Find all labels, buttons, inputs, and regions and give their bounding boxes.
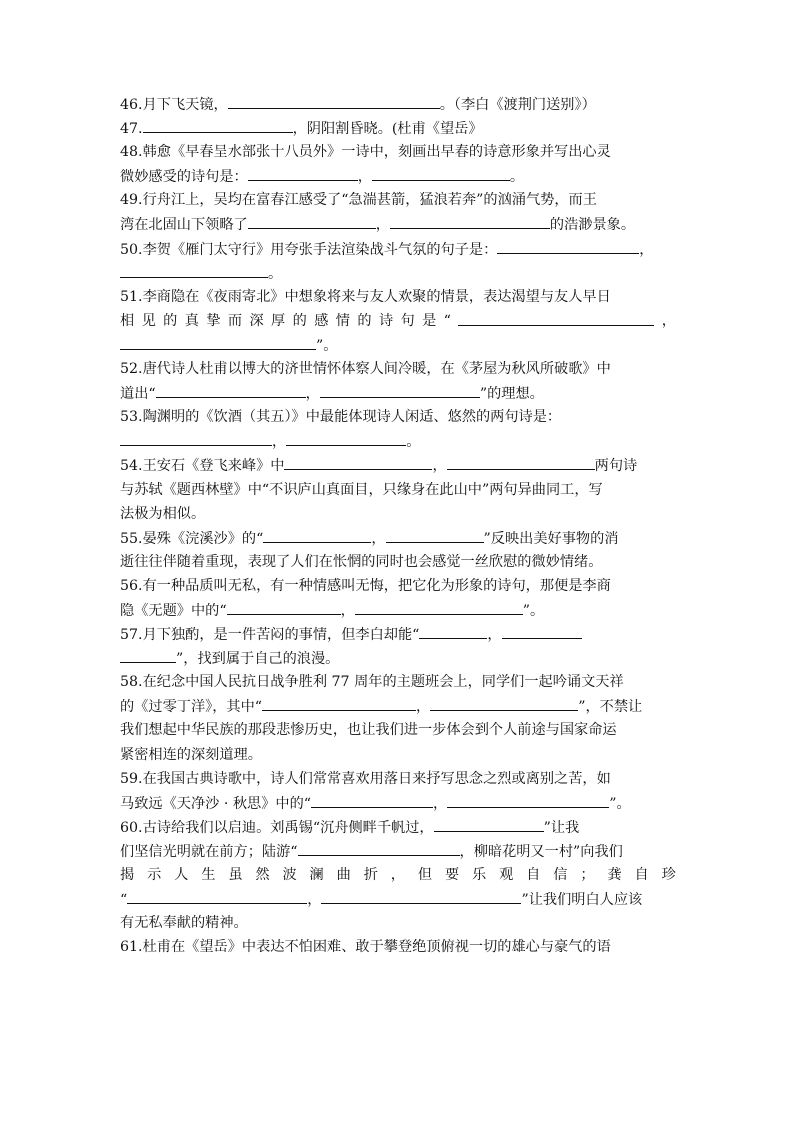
answer-blank[interactable]: [127, 887, 307, 904]
answer-blank[interactable]: [430, 694, 578, 711]
question-text: 隐《无题》中的“: [120, 602, 227, 619]
question-char: 折: [363, 867, 378, 883]
question-char: 要: [444, 867, 460, 883]
answer-blank[interactable]: [248, 164, 358, 181]
question-line: [120, 502, 676, 526]
question-text: ”让我: [543, 819, 580, 836]
question-text: ”，不禁让: [578, 699, 643, 716]
question-text: ，: [433, 795, 448, 812]
answer-blank[interactable]: [120, 333, 316, 350]
question-line: [120, 92, 676, 116]
question-number: 55.: [120, 530, 143, 547]
question-text: 微妙感受的诗句是：: [120, 169, 248, 186]
question-line: [120, 429, 676, 453]
question-char: 厚: [271, 312, 286, 329]
question-line: [120, 767, 676, 791]
question-text: ，: [371, 530, 386, 547]
answer-blank[interactable]: [263, 526, 371, 543]
question-char: 诗: [378, 312, 394, 329]
question-text: 韩愈《早春呈水部张十八员外》一诗中，刻画出早春的诗意形象并写出心灵: [142, 144, 611, 161]
question-char: 自: [526, 867, 541, 883]
question-char: 的: [357, 312, 372, 329]
question-text: 紧密相连的深刻道理。: [120, 746, 262, 763]
question-line: [120, 526, 676, 550]
answer-blank[interactable]: [120, 646, 176, 663]
question-text: 王安石《登飞来峰》中: [142, 458, 285, 475]
question-char: 是: [422, 312, 437, 329]
answer-blank[interactable]: [419, 622, 487, 639]
question-number: 50.: [120, 241, 143, 258]
answer-blank[interactable]: [390, 212, 550, 229]
answer-blank[interactable]: [386, 526, 484, 543]
question-line: [120, 815, 676, 839]
question-text: ”。: [609, 795, 631, 812]
question-text: ”反映出美好事物的消: [483, 530, 619, 547]
question-char: 然: [255, 867, 270, 883]
question-number: 52.: [120, 361, 143, 378]
question-char: 见: [141, 312, 156, 329]
question-text: ”让我们明白人应该: [521, 892, 643, 909]
question-char: 生: [201, 867, 216, 883]
question-number: 59.: [120, 770, 143, 787]
answer-blank[interactable]: [120, 429, 272, 446]
question-char: 观: [499, 867, 514, 883]
answer-blank[interactable]: [248, 212, 376, 229]
answer-blank[interactable]: [321, 887, 521, 904]
answer-blank[interactable]: [372, 164, 510, 181]
question-text: 湾在北固山下领略了: [120, 217, 248, 234]
question-text: 的浩渺景象。: [549, 217, 636, 234]
question-number: 51.: [120, 288, 143, 305]
question-line: [120, 550, 676, 574]
question-text: 法极为相似。: [120, 505, 206, 522]
question-line: [120, 839, 676, 863]
question-line: [120, 261, 676, 285]
question-char: ；: [580, 867, 595, 883]
question-number: 53.: [120, 409, 143, 426]
question-text: 在纪念中国人民抗日战争胜利 77 周年的主题班会上，同学们一起吟诵文天祥: [142, 674, 624, 691]
question-number: 58.: [120, 674, 143, 691]
question-line: [120, 116, 676, 140]
question-text: ，: [272, 434, 287, 451]
answer-blank[interactable]: [497, 237, 639, 254]
question-char: 波: [282, 867, 297, 883]
question-char: 的: [163, 312, 178, 329]
answer-blank[interactable]: [143, 116, 293, 133]
answer-blank[interactable]: [228, 92, 440, 109]
question-text: ，柳暗花明又一村”向我们: [459, 843, 623, 860]
question-text: ，: [305, 386, 320, 403]
question-char: 信: [553, 867, 568, 883]
question-text: ，: [340, 602, 355, 619]
question-char: 揭: [120, 867, 135, 883]
question-char: 感: [314, 312, 329, 329]
question-text: ，: [375, 217, 390, 234]
question-text: 月下独酌，是一件苦闷的事情，但李白却能“: [142, 627, 420, 644]
question-line: [120, 646, 676, 670]
question-text: 陶渊明的《饮酒（其五）》中最能体现诗人闲适、悠然的两句诗是：: [142, 409, 562, 426]
question-text: “: [120, 892, 128, 909]
question-char: 澜: [309, 867, 324, 883]
question-line: [120, 718, 676, 742]
question-text: 两句诗: [594, 458, 638, 475]
question-line: [120, 911, 676, 935]
question-number: 48.: [120, 144, 143, 161]
question-text: 月下飞天镜，: [142, 97, 228, 113]
question-line: [120, 212, 676, 236]
question-char: 龚: [607, 867, 622, 883]
question-char: 乐: [472, 867, 487, 883]
question-text: ，: [487, 627, 502, 644]
question-char: 情: [335, 312, 350, 329]
question-char: 挚: [206, 312, 221, 329]
question-text: 杜甫在《望岳》中表达不怕困难、敢于攀登绝顶俯视一切的雄心与豪气的语: [142, 939, 611, 956]
question-text: 李贺《雁门太守行》用夸张手法渲染战斗气氛的句子是：: [142, 241, 498, 258]
question-line: [120, 333, 676, 357]
question-number: 49.: [120, 192, 143, 209]
answer-blank[interactable]: [434, 815, 544, 832]
answer-blank[interactable]: [286, 429, 406, 446]
question-char: 句: [400, 312, 415, 329]
question-char: “: [443, 312, 451, 329]
question-text: ，: [307, 892, 322, 909]
question-char: ，: [390, 867, 405, 883]
question-line: [120, 598, 676, 622]
question-line: [120, 863, 676, 887]
answer-blank[interactable]: [284, 453, 432, 470]
question-number: 46.: [120, 97, 143, 113]
question-char: 而: [227, 312, 243, 329]
question-text: ，阴阳割昏晓。(杜甫《望岳》: [292, 121, 483, 138]
question-line: [120, 887, 676, 911]
answer-blank[interactable]: [355, 598, 523, 615]
question-text: 逝往往伴随着重现，表现了人们在怅惘的同时也会感觉一丝欣慰的微妙情绪。: [120, 553, 603, 570]
question-char: 但: [417, 867, 433, 883]
question-char: 曲: [336, 867, 351, 883]
question-text: 行舟江上，吴均在富春江感受了“急湍甚箭，猛浪若奔”的汹涌气势，而王: [142, 192, 597, 209]
question-line: [120, 188, 676, 212]
answer-blank[interactable]: [458, 309, 654, 326]
question-char: 的: [292, 312, 307, 329]
question-line: [120, 478, 676, 502]
question-char: 自: [634, 867, 649, 883]
question-char: 真: [184, 312, 199, 329]
question-char: 虽: [228, 867, 243, 883]
question-line: [120, 670, 676, 694]
question-text: ，: [432, 458, 447, 475]
question-text: 。: [509, 169, 525, 186]
answer-blank[interactable]: [156, 381, 306, 398]
question-line: [120, 935, 676, 959]
answer-blank[interactable]: [502, 622, 582, 639]
question-char: 人: [174, 867, 189, 883]
answer-blank[interactable]: [120, 261, 268, 278]
question-text: 在我国古典诗歌中，诗人们常常喜欢用落日来抒写思念之烈或离别之苦，如: [142, 770, 611, 787]
question-text: ”的理想。: [479, 386, 544, 403]
question-text: ”。: [316, 337, 338, 354]
question-number: 47.: [120, 121, 143, 138]
question-line: [120, 237, 676, 261]
question-text: ，: [639, 241, 654, 258]
question-text: ，: [416, 699, 431, 716]
exercise-page: [120, 92, 676, 959]
question-text: 李商隐在《夜雨寄北》中想象将来与友人欢聚的情景，表达渴望与友人早日: [142, 288, 611, 305]
question-line: [120, 285, 676, 309]
question-text: 。: [268, 265, 283, 282]
question-line: [120, 694, 676, 718]
question-text: 有无私奉献的精神。: [120, 915, 248, 932]
question-number: 54.: [120, 458, 143, 475]
question-line: [120, 574, 676, 598]
question-line: [120, 309, 676, 333]
question-number: 57.: [120, 627, 143, 644]
answer-blank[interactable]: [447, 791, 609, 808]
question-text: 们坚信光明就在前方；陆游“: [120, 843, 298, 860]
question-text: 道出“: [120, 386, 156, 403]
question-text: 晏殊《浣溪沙》的“: [142, 530, 264, 547]
question-text: 的《过零丁洋》，其中“: [120, 699, 263, 716]
question-line: [120, 453, 676, 477]
question-text: 唐代诗人杜甫以博大的济世情怀体察人间冷暖，在《茅屋为秋风所破歌》中: [142, 361, 611, 378]
question-line: [120, 405, 676, 429]
question-char: 珍: [661, 867, 676, 883]
question-text: 有一种品质叫无私，有一种情感叫无悔，把它化为形象的诗句，那便是李商: [142, 577, 611, 594]
question-line: [120, 381, 676, 405]
question-char: 相: [120, 312, 135, 329]
question-text: ”。: [522, 602, 545, 619]
answer-blank[interactable]: [298, 839, 460, 856]
question-text: 古诗给我们以启迪。刘禹锡“沉舟侧畔千帆过，: [142, 819, 434, 836]
question-number: 61.: [120, 939, 143, 956]
question-char: ，: [661, 312, 676, 329]
question-char: 深: [249, 312, 264, 329]
question-line: [120, 140, 676, 164]
question-text: 。: [406, 434, 421, 451]
question-text: ”，找到属于自己的浪漫。: [176, 651, 340, 668]
answer-blank[interactable]: [262, 694, 416, 711]
answer-blank[interactable]: [311, 791, 433, 808]
question-line: [120, 164, 676, 188]
question-text: ，: [357, 169, 372, 186]
question-line: [120, 357, 676, 381]
question-line: [120, 791, 676, 815]
question-text: 。（李白《渡荆门送别》）: [439, 97, 596, 113]
question-line: [120, 743, 676, 767]
answer-blank[interactable]: [320, 381, 480, 398]
answer-blank[interactable]: [447, 453, 595, 470]
question-text: 马致远《天净沙 · 秋思》中的“: [120, 795, 312, 812]
question-number: 60.: [120, 819, 143, 836]
question-line: [120, 622, 676, 646]
question-text: 与苏轼《题西林壁》中“不识庐山真面目，只缘身在此山中”两句异曲同工，写: [120, 481, 603, 498]
question-text: 我们想起中华民族的那段悲惨历史，也让我们进一步体会到个人前途与国家命运: [120, 722, 617, 739]
answer-blank[interactable]: [227, 598, 341, 615]
question-number: 56.: [120, 577, 143, 594]
question-char: 示: [147, 867, 162, 883]
